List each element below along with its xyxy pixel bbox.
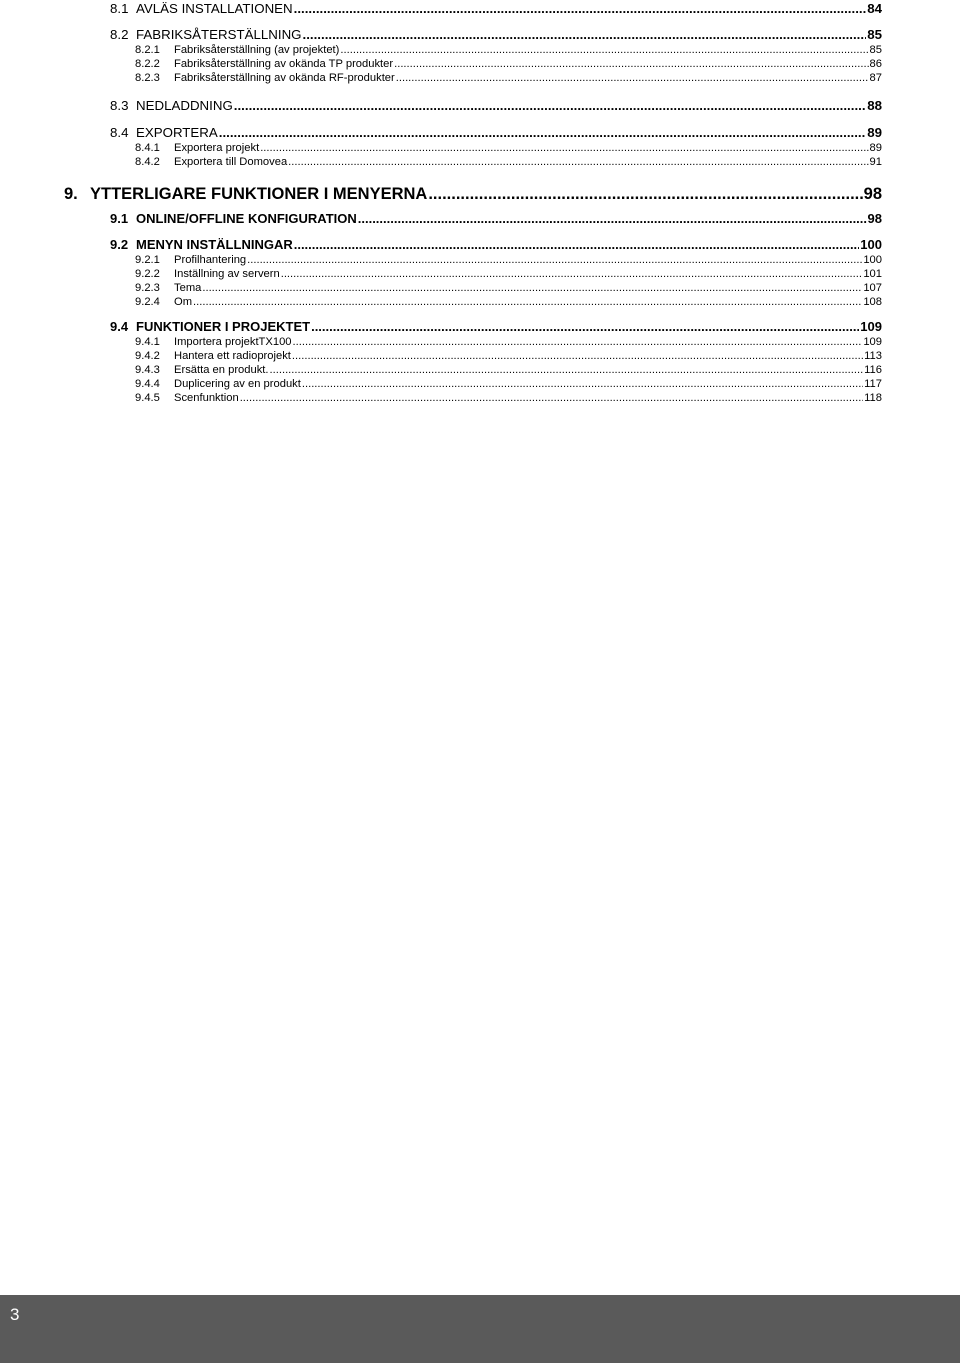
toc-entry[interactable] — [110, 253, 882, 267]
toc-page: 89 — [869, 142, 882, 154]
toc-title: Inställning av servern — [174, 268, 280, 280]
toc-title: Fabriksåterställning av okända RF-produkter — [174, 72, 395, 84]
toc-page: 84 — [867, 1, 882, 16]
toc-page: 100 — [860, 237, 882, 252]
toc-title: Fabriksåterställning (av projektet) — [174, 44, 340, 56]
toc-page: 117 — [864, 378, 882, 390]
toc-entry[interactable] — [110, 236, 882, 253]
toc-leader — [270, 363, 864, 377]
toc-leader — [247, 253, 862, 267]
toc-number: 8.2.3 — [135, 72, 160, 84]
toc-number: 9.2.3 — [135, 282, 160, 294]
toc-leader — [234, 97, 866, 114]
toc-leader — [240, 391, 863, 405]
toc-entry[interactable] — [110, 43, 882, 57]
toc-leader — [303, 26, 867, 43]
toc-title: Tema — [174, 282, 202, 294]
toc-page: 86 — [869, 58, 882, 70]
toc-page: 100 — [863, 254, 882, 266]
toc-title: MENYN INSTÄLLNINGAR — [136, 237, 293, 252]
toc-entry[interactable] — [110, 210, 882, 227]
toc-entry[interactable] — [110, 155, 882, 169]
toc-number: 9.4.4 — [135, 378, 160, 390]
toc-leader — [294, 236, 860, 253]
toc-title: FUNKTIONER I PROJEKTET — [136, 319, 311, 334]
toc-title: Hantera ett radioprojekt — [174, 350, 291, 362]
toc-title: Duplicering av en produkt — [174, 378, 301, 390]
toc-leader — [193, 295, 862, 309]
toc-entry[interactable] — [64, 181, 882, 207]
toc-page: 118 — [864, 392, 882, 404]
toc-number: 8.4.1 — [135, 142, 160, 154]
toc-number: 9.4.5 — [135, 392, 160, 404]
toc-page: 108 — [863, 296, 882, 308]
toc-page: 91 — [869, 156, 882, 168]
toc-title: Exportera till Domovea — [174, 156, 288, 168]
toc-leader — [396, 71, 869, 85]
toc-title: YTTERLIGARE FUNKTIONER I MENYERNA — [90, 185, 428, 203]
toc-page: 109 — [860, 319, 882, 334]
toc-page: 113 — [864, 350, 882, 362]
toc-number: 9.2 — [110, 237, 129, 252]
toc-leader — [202, 281, 862, 295]
toc-number: 8.2.2 — [135, 58, 160, 70]
toc-leader — [292, 349, 863, 363]
toc-page: 116 — [864, 364, 882, 376]
footer-bar — [0, 1295, 960, 1363]
toc-entry[interactable] — [110, 26, 882, 43]
toc-entry[interactable] — [110, 0, 882, 17]
toc-entry[interactable] — [110, 391, 882, 405]
toc-number: 9.4 — [110, 319, 129, 334]
toc-number: 9. — [64, 185, 78, 203]
table-of-contents — [64, 0, 882, 405]
toc-page: 98 — [863, 185, 882, 203]
toc-title: NEDLADDNING — [136, 98, 233, 113]
toc-number: 9.4.3 — [135, 364, 160, 376]
toc-leader — [302, 377, 863, 391]
toc-number: 9.4.2 — [135, 350, 160, 362]
toc-title: AVLÄS INSTALLATIONEN — [136, 1, 293, 16]
toc-title: EXPORTERA — [136, 125, 218, 140]
toc-entry[interactable] — [110, 377, 882, 391]
toc-page: 109 — [863, 336, 882, 348]
toc-title: Om — [174, 296, 193, 308]
toc-number: 9.4.1 — [135, 336, 160, 348]
toc-number: 9.2.2 — [135, 268, 160, 280]
toc-number: 9.2.1 — [135, 254, 160, 266]
toc-entry[interactable] — [110, 363, 882, 377]
toc-leader — [358, 210, 867, 227]
toc-title: ONLINE/OFFLINE KONFIGURATION — [136, 211, 357, 226]
toc-entry[interactable] — [110, 71, 882, 85]
toc-entry[interactable] — [110, 335, 882, 349]
toc-page: 87 — [869, 72, 882, 84]
toc-page: 107 — [863, 282, 882, 294]
toc-entry[interactable] — [110, 141, 882, 155]
toc-title: Fabriksåterställning av okända TP produkter — [174, 58, 394, 70]
toc-number: 8.3 — [110, 98, 129, 113]
toc-page: 85 — [869, 44, 882, 56]
toc-entry[interactable] — [110, 295, 882, 309]
toc-page: 85 — [867, 27, 882, 42]
toc-leader — [311, 318, 859, 335]
toc-entry[interactable] — [110, 318, 882, 335]
toc-leader — [281, 267, 863, 281]
toc-entry[interactable] — [110, 281, 882, 295]
toc-title: Scenfunktion — [174, 392, 239, 404]
toc-entry[interactable] — [110, 97, 882, 114]
toc-title: FABRIKSÅTERSTÄLLNING — [136, 27, 302, 42]
toc-leader — [288, 155, 868, 169]
toc-number: 9.2.4 — [135, 296, 160, 308]
toc-entry[interactable] — [110, 267, 882, 281]
toc-title: Importera projektTX100 — [174, 336, 292, 348]
toc-leader — [340, 43, 868, 57]
toc-number: 8.2.1 — [135, 44, 160, 56]
toc-leader — [294, 0, 867, 17]
page-number: 3 — [10, 1305, 20, 1324]
toc-leader — [394, 57, 868, 71]
toc-number: 8.1 — [110, 1, 129, 16]
toc-title: Exportera projekt — [174, 142, 260, 154]
toc-leader — [293, 335, 863, 349]
toc-page: 101 — [863, 268, 882, 280]
toc-number: 8.4 — [110, 125, 129, 140]
toc-number: 8.2 — [110, 27, 129, 42]
toc-title: Profilhantering — [174, 254, 247, 266]
toc-leader — [260, 141, 868, 155]
toc-page: 88 — [867, 98, 882, 113]
toc-entry[interactable] — [110, 57, 882, 71]
toc-number: 9.1 — [110, 211, 129, 226]
toc-leader — [428, 181, 862, 207]
toc-page: 98 — [867, 211, 882, 226]
toc-page: 89 — [867, 125, 882, 140]
toc-number: 8.4.2 — [135, 156, 160, 168]
toc-entry[interactable] — [110, 349, 882, 363]
toc-leader — [219, 124, 866, 141]
toc-entry[interactable] — [110, 124, 882, 141]
toc-title: Ersätta en produkt. — [174, 364, 269, 376]
